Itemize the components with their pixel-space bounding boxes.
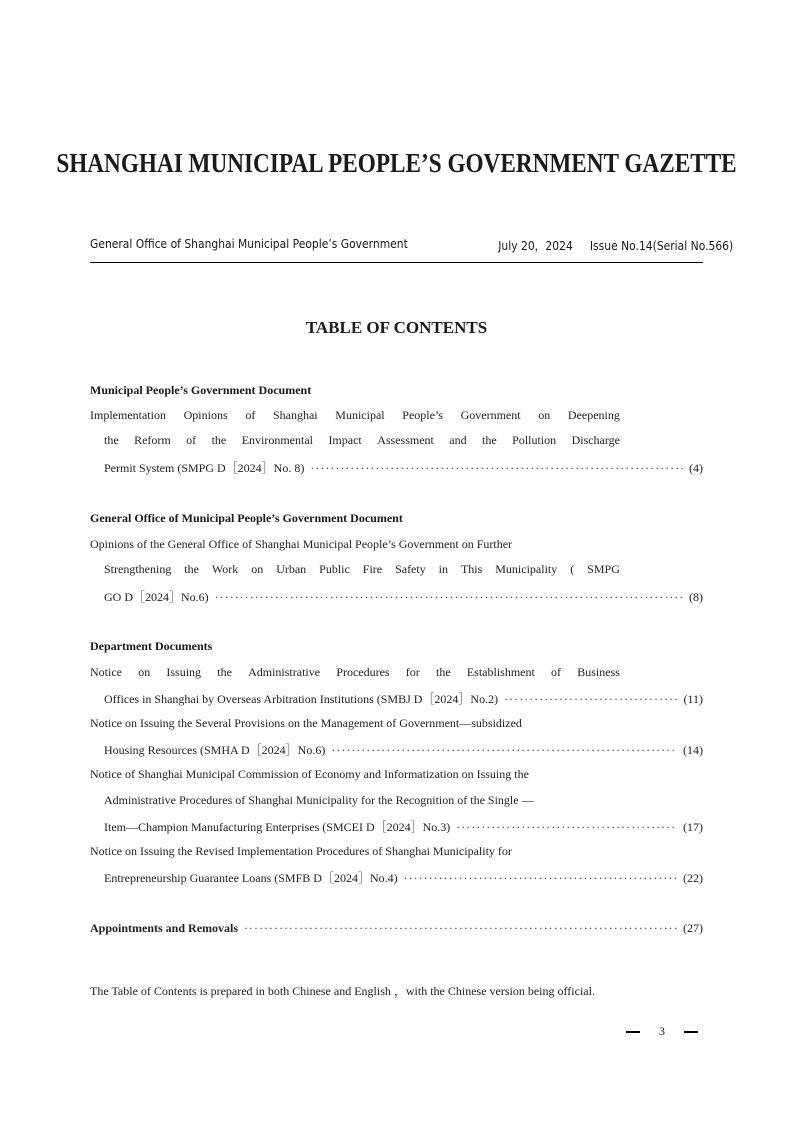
issue-meta-line (90, 236, 733, 254)
dash-right (684, 1031, 698, 1033)
toc-entry-line[interactable] (90, 665, 620, 680)
leader-dots (404, 871, 677, 886)
toc-entry-line[interactable] (104, 433, 620, 448)
word: ( (570, 562, 575, 576)
word: in (438, 562, 449, 576)
issue-date-and-number (498, 236, 733, 254)
toc-entry-text: GO D［2024］No.6) (104, 590, 209, 604)
page-reference: (22) (683, 871, 703, 885)
word: Work (211, 562, 239, 576)
page-number: 3 (659, 1024, 665, 1038)
word: Administrative (248, 665, 321, 679)
page-reference: (27) (683, 921, 703, 935)
toc-entry-line[interactable] (104, 818, 703, 835)
word: Strengthening (104, 562, 172, 576)
leader-dots (310, 461, 683, 476)
page-reference: (11) (683, 692, 703, 706)
word: People’s (402, 408, 443, 422)
page-reference: (4) (689, 461, 703, 475)
toc-entry-line[interactable]: Administrative Procedures of Shanghai Municipality for the Recognition of the Single — (104, 793, 534, 807)
word: Notice (90, 665, 122, 679)
page-reference: (17) (683, 820, 703, 834)
word: the (435, 665, 451, 679)
toc-entry-line[interactable] (104, 588, 703, 605)
toc-entry-line[interactable] (104, 869, 703, 886)
word: on (138, 665, 151, 679)
leader-dots (244, 921, 677, 936)
section-heading-appointments: Appointments and Removals (90, 921, 239, 935)
word: the (211, 433, 227, 447)
word: Business (577, 665, 620, 679)
toc-entry-text: Item—Champion Manufacturing Enterprises (SMCEI D［2024］No.3) (104, 820, 451, 834)
section-heading-municipal: Municipal People’s Government Document (90, 383, 312, 397)
word: SMPG (587, 562, 620, 576)
toc-title: TABLE OF CONTENTS (305, 318, 488, 337)
word: This (460, 562, 483, 576)
word: Establishment (466, 665, 535, 679)
word: the (482, 433, 497, 447)
word: Urban (276, 562, 307, 576)
word: Pollution (512, 433, 557, 447)
word: Impact (328, 433, 362, 447)
page-reference: (14) (683, 743, 703, 757)
leader-dots (504, 692, 677, 707)
gazette-title: SHANGHAI MUNICIPAL PEOPLE’S GOVERNMENT GAZETTE (56, 148, 737, 178)
word: on (251, 562, 264, 576)
word: Government (460, 408, 521, 422)
word: of (551, 665, 562, 679)
word: the (104, 433, 119, 447)
word: Issuing (166, 665, 202, 679)
word: Fire (362, 562, 383, 576)
word: Opinions (183, 408, 228, 422)
page-reference: (8) (689, 590, 703, 604)
word: Assessment (377, 433, 434, 447)
word: of (245, 408, 256, 422)
leader-dots (331, 743, 677, 758)
toc-entry-text: Housing Resources (SMHA D［2024］No.6) (104, 743, 326, 757)
page-number-footer (626, 1024, 698, 1039)
section-heading-department: Department Documents (90, 639, 213, 653)
publisher-name: General Office of Shanghai Municipal People’s Government (90, 236, 408, 251)
toc-entry-text: Offices in Shanghai by Overseas Arbitration Institutions (SMBJ D［2024］No.2) (104, 692, 499, 706)
issue-number: Issue No.14(Serial No.566) (589, 238, 733, 253)
language-footnote: The Table of Contents is prepared in both Chinese and English ，with the Chinese version being official. (90, 984, 595, 998)
word: the (217, 665, 232, 679)
word: for (405, 665, 420, 679)
leader-dots (456, 820, 677, 835)
word: the (184, 562, 199, 576)
section-heading-general-office: General Office of Municipal People’s Government Document (90, 511, 403, 525)
toc-entry-line[interactable] (104, 690, 703, 707)
word: of (186, 433, 197, 447)
toc-entry-line[interactable]: Notice on Issuing the Several Provisions on the Management of Government—subsidized (90, 716, 522, 730)
toc-entry-line[interactable] (104, 562, 620, 577)
toc-entry-line[interactable] (90, 408, 620, 423)
dash-left (626, 1031, 640, 1033)
toc-entry-text: Permit System (SMPG D［2024］No. 8) (104, 461, 305, 475)
word: Municipality (495, 562, 558, 576)
word: Safety (395, 562, 426, 576)
word: Deepening (567, 408, 620, 422)
leader-dots (215, 590, 683, 605)
word: Municipal (335, 408, 385, 422)
toc-entry-line[interactable]: Notice of Shanghai Municipal Commission of Economy and Informatization on Issuing the (90, 767, 529, 781)
toc-entry-appointments[interactable] (90, 921, 703, 936)
word: on (538, 408, 551, 422)
issue-date: July 20，2024 (497, 238, 573, 253)
word: Environmental (241, 433, 314, 447)
word: Shanghai (272, 408, 318, 422)
toc-entry-line[interactable] (104, 459, 703, 476)
word: Procedures (336, 665, 390, 679)
word: and (449, 433, 467, 447)
toc-entry-line[interactable]: Opinions of the General Office of Shanghai Municipal People’s Government on Further (90, 537, 513, 551)
toc-entry-line[interactable]: Notice on Issuing the Revised Implementation Procedures of Shanghai Municipality for (90, 844, 512, 858)
word: Reform (134, 433, 171, 447)
toc-entry-line[interactable] (104, 741, 703, 758)
word: Discharge (571, 433, 620, 447)
word: Public (319, 562, 350, 576)
header-rule (90, 262, 703, 263)
toc-entry-text: Entrepreneurship Guarantee Loans (SMFB D［2024］No.4) (104, 871, 398, 885)
word: Implementation (90, 408, 166, 422)
